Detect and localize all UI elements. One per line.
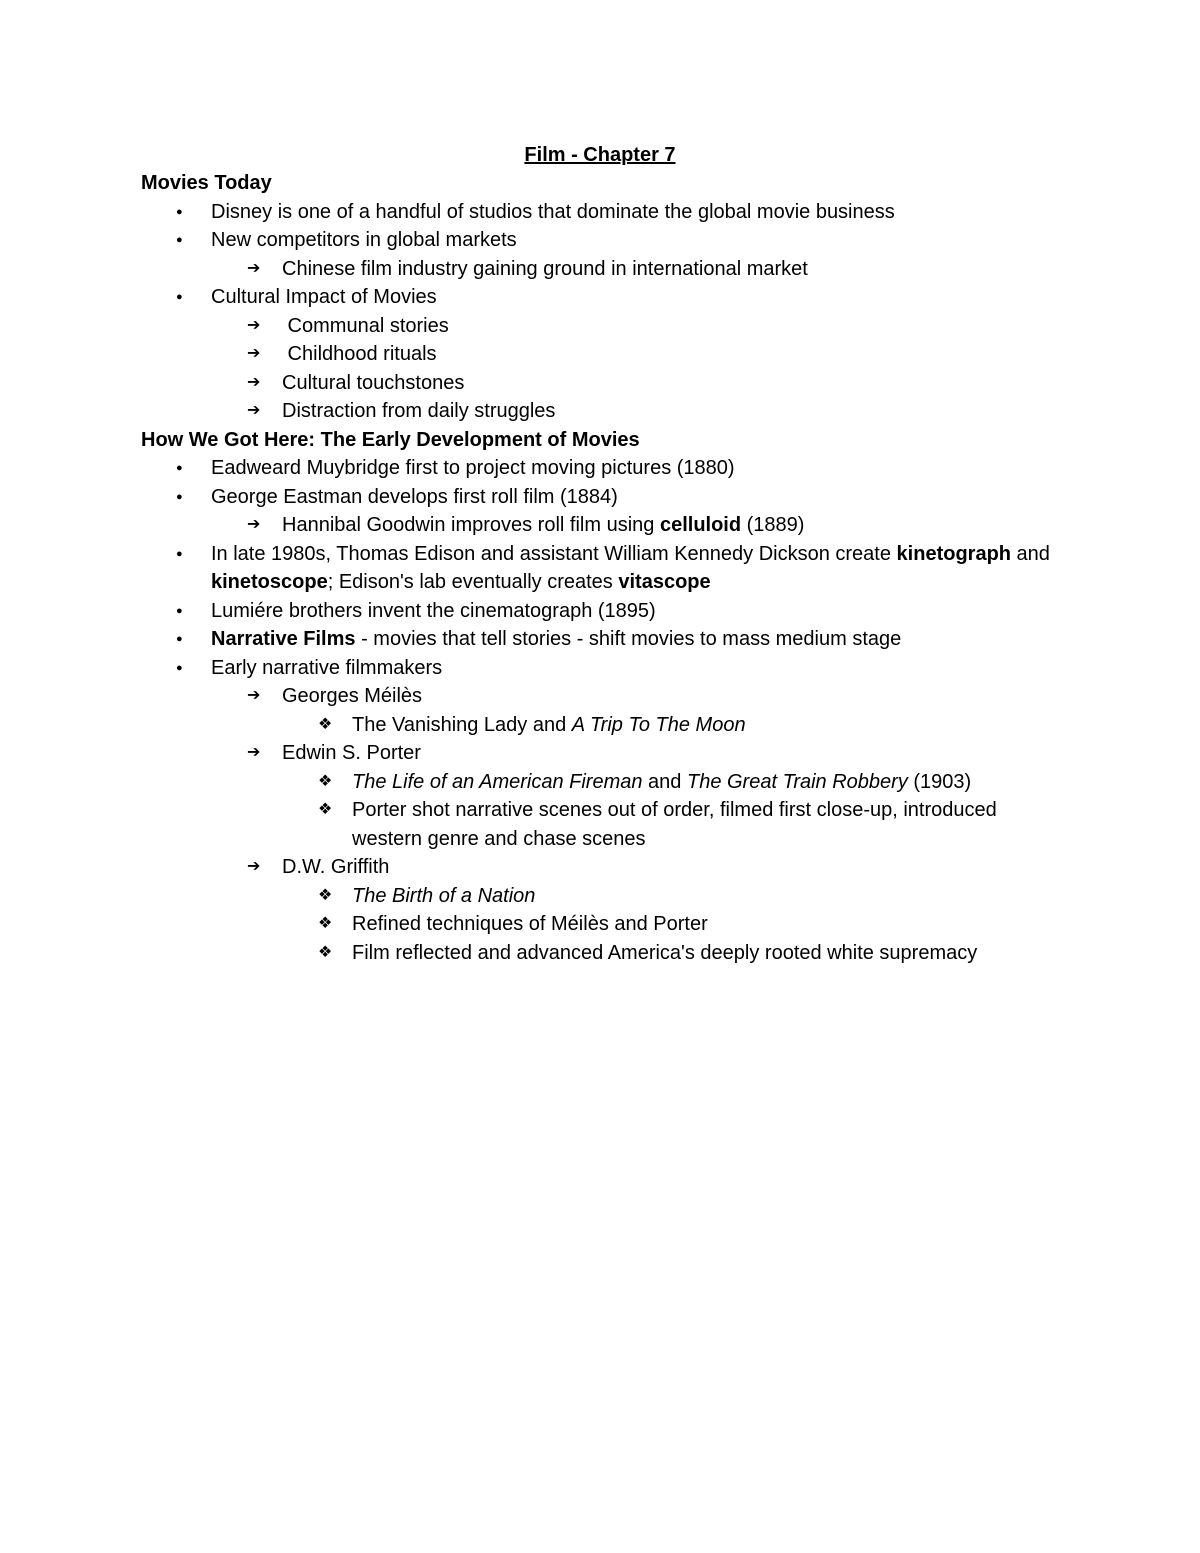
list-item: ● Cultural Impact of Movies xyxy=(141,283,1061,312)
list-item: ● New competitors in global markets xyxy=(141,226,1061,255)
bullet-icon: ● xyxy=(176,205,183,218)
bullet-icon: ● xyxy=(176,547,183,560)
film-title: The Great Train Robbery xyxy=(686,770,908,793)
section-heading-movies-today: Movies Today xyxy=(141,172,272,194)
arrow-icon: ➔ xyxy=(247,402,261,419)
bullet-icon: ● xyxy=(176,604,183,617)
term-narrative-films: Narrative Films xyxy=(211,628,356,650)
arrow-icon: ➔ xyxy=(247,259,261,277)
list-item: ● Disney is one of a handful of studios that dominate the global movie business xyxy=(141,198,1061,227)
list-item: ❖ Refined techniques of Méilès and Porter xyxy=(141,910,1061,939)
list-item: ● Narrative Films - movies that tell stories - shift movies to mass medium stage xyxy=(141,625,1061,654)
film-title: The Life of an American Fireman xyxy=(352,770,643,793)
list-item: ❖ Porter shot narrative scenes out of order, filmed first close-up, introduced western genre and chase scenes xyxy=(141,796,1061,853)
list-item: ● Eadweard Muybridge first to project moving pictures (1880) xyxy=(141,454,1061,483)
arrow-icon: ➔ xyxy=(247,858,261,875)
arrow-icon: ➔ xyxy=(247,316,261,334)
list-item: ● Lumiére brothers invent the cinematograph (1895) xyxy=(141,597,1061,626)
list-item: ● Early narrative filmmakers xyxy=(141,654,1061,683)
bullet-icon: ● xyxy=(176,234,183,246)
bullet-icon: ● xyxy=(176,633,183,645)
list-item: ➔ Georges Méilès xyxy=(141,682,1061,711)
list-item: ➔ Distraction from daily struggles xyxy=(141,397,1061,426)
list-item: ● In late 1980s, Thomas Edison and assistant William Kennedy Dickson create kinetograph and kinetoscope; Edison's lab eventually creates vitascope xyxy=(141,540,1061,597)
list-item: ➔ Edwin S. Porter xyxy=(141,739,1061,768)
section-heading-early-development: How We Got Here: The Early Development of Movies xyxy=(141,428,640,451)
list-item: ➔ D.W. Griffith xyxy=(141,853,1061,882)
term-vitascope: vitascope xyxy=(618,571,711,593)
list-item: ● George Eastman develops first roll film (1884) xyxy=(141,483,1061,512)
bullet-icon: ● xyxy=(176,490,183,503)
list-item: ➔ Communal stories xyxy=(141,312,1061,341)
term-celluloid: celluloid xyxy=(659,514,742,536)
arrow-icon: ➔ xyxy=(247,516,261,533)
list-item: ❖ Film reflected and advanced America's deeply rooted white supremacy xyxy=(141,939,1061,968)
film-title: The Birth of a Nation xyxy=(352,884,536,907)
list-item: ➔ Hannibal Goodwin improves roll film using celluloid (1889) xyxy=(141,511,1061,540)
list-item: ➔ Childhood rituals xyxy=(141,340,1061,369)
arrow-icon: ➔ xyxy=(247,687,261,704)
film-title: A Trip To The Moon xyxy=(571,713,746,736)
diamond-icon: ❖ xyxy=(318,886,333,904)
arrow-icon: ➔ xyxy=(247,345,261,362)
list-item: ➔ Chinese film industry gaining ground in international market xyxy=(141,255,1061,284)
bullet-icon: ● xyxy=(176,462,183,474)
bullet-icon: ● xyxy=(176,661,183,674)
list-item: ❖ The Vanishing Lady and A Trip To The Moon xyxy=(141,711,1061,740)
arrow-icon: ➔ xyxy=(247,373,261,391)
arrow-icon: ➔ xyxy=(247,744,261,761)
bullet-icon: ● xyxy=(176,291,183,303)
diamond-icon: ❖ xyxy=(318,801,333,818)
term-kinetoscope: kinetoscope xyxy=(211,571,328,593)
list-item xyxy=(141,882,1061,911)
list-item: ➔ Cultural touchstones xyxy=(141,369,1061,398)
diamond-icon: ❖ xyxy=(318,772,333,790)
page-title: Film - Chapter 7 xyxy=(524,144,676,166)
document-body xyxy=(141,169,1061,967)
term-kinetograph: kinetograph xyxy=(896,542,1011,565)
diamond-icon: ❖ xyxy=(318,915,333,932)
diamond-icon: ❖ xyxy=(318,943,333,961)
list-item: ❖ The Life of an American Fireman and The Great Train Robbery (1903) xyxy=(141,768,1061,797)
diamond-icon: ❖ xyxy=(318,715,333,733)
